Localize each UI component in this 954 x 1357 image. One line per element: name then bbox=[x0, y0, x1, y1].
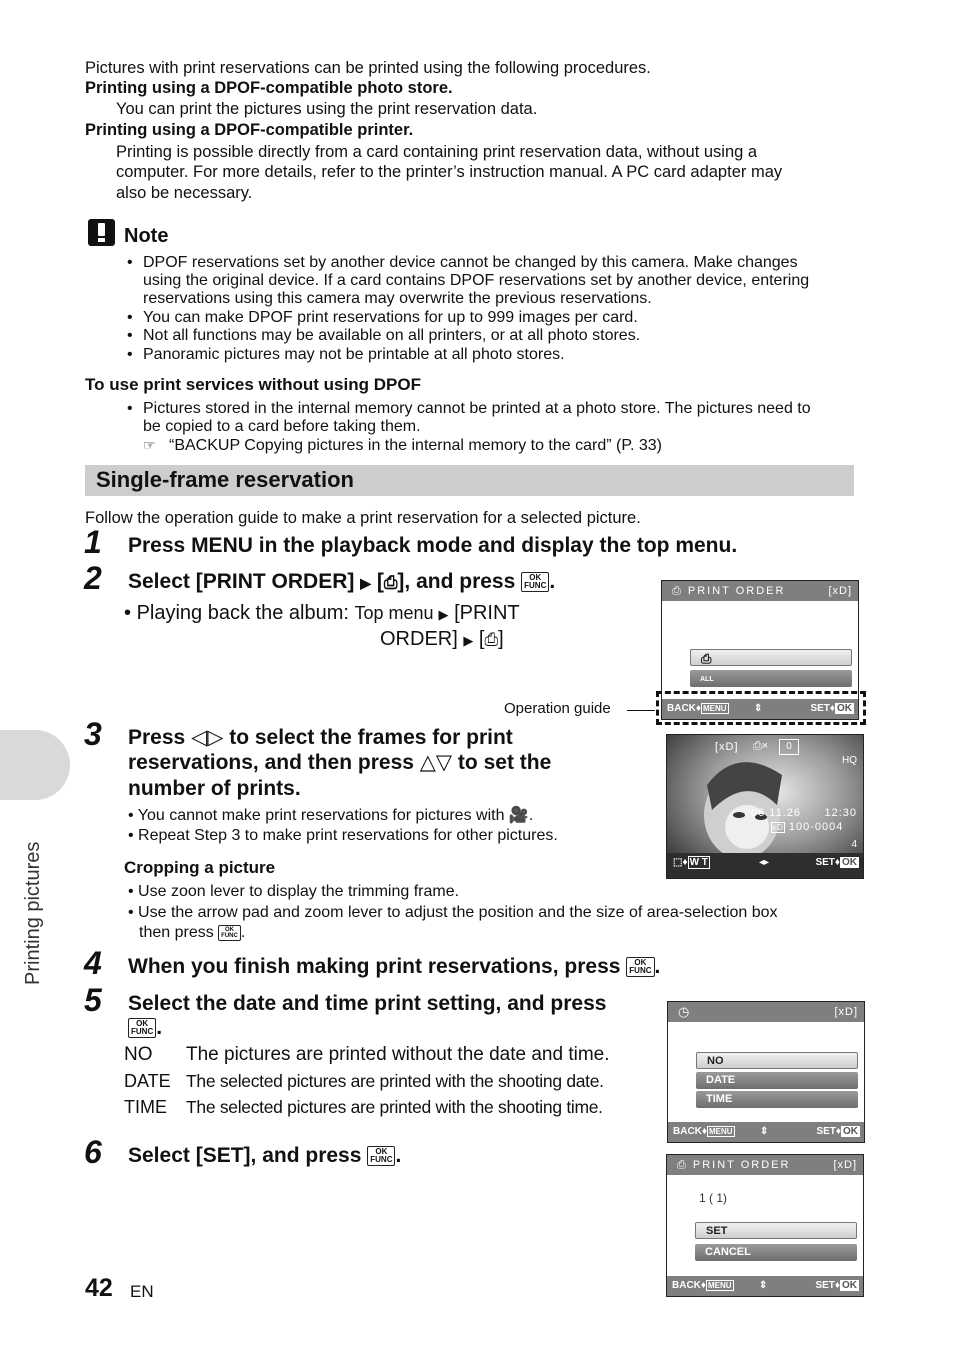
note-item: • DPOF reservations set by another device cannot be changed by this camera. Make changes bbox=[127, 254, 798, 271]
reference-icon: ☞ bbox=[143, 437, 156, 453]
option-key-time: TIME bbox=[124, 1097, 167, 1117]
lcd-footer: BACK♦ MENU ⇕ SET♦ OK bbox=[667, 1276, 863, 1296]
note-title: Note bbox=[124, 225, 169, 247]
print-icon: ⎙ bbox=[672, 585, 688, 597]
print-count: 1 ( 1) bbox=[699, 1191, 728, 1205]
file-number: xD 100-0004 bbox=[772, 821, 844, 833]
print-icon: ⎙ bbox=[383, 573, 398, 592]
note-item-cont: using the original device. If a card contains DPOF reservations set by another device, entering bbox=[143, 272, 810, 289]
section-intro: Follow the operation guide to make a print reservation for a selected picture. bbox=[85, 509, 641, 527]
step-3-bullet: • You cannot make print reservations for pictures with 🎥. bbox=[128, 807, 534, 824]
crop-icon: ⬚ bbox=[673, 857, 683, 868]
album-note: • Playing back the album: Top menu ▶ [PRINT bbox=[124, 602, 520, 624]
album-note-cont: ORDER] ▶ [⎙] bbox=[380, 628, 504, 650]
operation-guide-frame bbox=[656, 691, 866, 725]
crop-bullet: • Use zoon lever to display the trimming frame. bbox=[128, 883, 460, 900]
menu-option-date[interactable]: DATE bbox=[696, 1072, 858, 1089]
updown-icon: ⇕ bbox=[760, 1126, 769, 1137]
lcd-footer: BACK♦ MENU ⇕ SET♦ OK bbox=[668, 1122, 864, 1142]
note-icon bbox=[88, 219, 115, 246]
updown-icon: ⇕ bbox=[754, 703, 763, 714]
option-key-no: NO bbox=[124, 1044, 153, 1065]
step-3-bullet: • Repeat Step 3 to make print reservations for other pictures. bbox=[128, 827, 558, 844]
chapter-label: Printing pictures bbox=[22, 841, 44, 985]
printer-text-2: computer. For more details, refer to the printer’s instruction manual. A PC card adapter may bbox=[116, 163, 783, 181]
print-all-icon: ALL bbox=[700, 676, 714, 683]
callout-line bbox=[627, 710, 655, 711]
note-item: • You can make DPOF print reservations for up to 999 images per card. bbox=[127, 309, 638, 326]
left-right-arrows-icon: ◁▷ bbox=[191, 726, 224, 749]
no-dpof-title: To use print services without using DPOF bbox=[85, 375, 421, 394]
arrow-right-icon: ▶ bbox=[463, 633, 474, 648]
menu-option-set[interactable]: SET bbox=[695, 1222, 857, 1239]
lcd-date-options bbox=[667, 1001, 865, 1143]
note-item-cont: reservations using this camera may overwrite the previous reservations. bbox=[143, 290, 652, 307]
section-header bbox=[85, 465, 854, 496]
option-desc-no: The pictures are printed without the date and time. bbox=[186, 1044, 610, 1065]
menu-option-single[interactable] bbox=[690, 649, 852, 666]
clock-icon: ◷ bbox=[678, 1004, 692, 1019]
lcd-title-bar: ◷ [xD] bbox=[668, 1002, 864, 1022]
step-2-text: Select [PRINT ORDER] ▶ [⎙], and press OK FUNC . bbox=[128, 570, 556, 593]
crop-title: Cropping a picture bbox=[124, 858, 276, 877]
up-down-arrows-icon: △▽ bbox=[419, 751, 453, 774]
print-icon: ⎙× bbox=[753, 740, 769, 752]
print-icon: ⎙ bbox=[701, 651, 712, 666]
no-dpof-cont: be copied to a card before taking them. bbox=[143, 418, 421, 435]
option-key-date: DATE bbox=[124, 1071, 171, 1091]
zoom-hint: ⬚♦ W T bbox=[673, 857, 708, 868]
step-number: 6 bbox=[84, 1134, 102, 1170]
menu-option-all[interactable] bbox=[690, 670, 852, 687]
menu-option-no[interactable]: NO bbox=[696, 1052, 858, 1069]
step-4-text: When you finish making print reservations, press OK FUNC . bbox=[128, 955, 661, 978]
menu-option-cancel[interactable]: CANCEL bbox=[695, 1244, 857, 1261]
section-title: Single-frame reservation bbox=[96, 467, 354, 492]
step-number: 2 bbox=[84, 560, 102, 596]
step-3-text-cont: number of prints. bbox=[128, 777, 301, 800]
language-code: EN bbox=[130, 1282, 154, 1301]
option-desc-date: The selected pictures are printed with the shooting date. bbox=[186, 1071, 604, 1091]
step-number: 4 bbox=[84, 945, 102, 981]
step-5-ok: OK FUNC . bbox=[128, 1015, 162, 1040]
step-number: 3 bbox=[84, 716, 102, 752]
arrow-right-icon: ▶ bbox=[360, 575, 371, 591]
crop-bullet: • Use the arrow pad and zoom lever to adjust the position and the size of area-selection box bbox=[128, 904, 778, 921]
print-icon: ⎙ bbox=[484, 630, 499, 649]
heading-photo-store: Printing using a DPOF-compatible photo store. bbox=[85, 79, 453, 97]
step-number: 5 bbox=[84, 982, 102, 1018]
note-item: • Panoramic pictures may not be printable at all photo stores. bbox=[127, 346, 565, 363]
card-icon: xD bbox=[772, 823, 784, 832]
ok-func-icon: OK FUNC bbox=[626, 957, 654, 977]
heading-printer: Printing using a DPOF-compatible printer. bbox=[85, 121, 414, 139]
option-desc-time: The selected pictures are printed with the shooting time. bbox=[186, 1097, 603, 1117]
chapter-tab bbox=[0, 730, 70, 800]
ok-func-icon: OK FUNC bbox=[218, 925, 241, 941]
lcd-playback: [xD] ⎙× 0 HQ 06.11.26 12:30 xD 100-0004 4 ⬚♦ W T ◂▸ SET♦ OK bbox=[666, 734, 864, 879]
print-icon: ⎙ bbox=[677, 1159, 693, 1171]
page-number: 42 bbox=[85, 1274, 113, 1302]
arrow-right-icon: ▶ bbox=[438, 607, 449, 622]
photo-store-text: You can print the pictures using the print reservation data. bbox=[116, 100, 538, 118]
menu-option-time[interactable]: TIME bbox=[696, 1091, 858, 1108]
ok-func-icon: OK FUNC bbox=[128, 1018, 156, 1038]
lcd-title-bar: ⎙ PRINT ORDER [xD] bbox=[667, 1155, 863, 1175]
movie-icon: 🎥 bbox=[508, 807, 529, 824]
lcd-footer: BACK♦ MENU ⇕ SET♦ OK bbox=[662, 699, 858, 719]
ok-func-icon: OK FUNC bbox=[521, 572, 549, 592]
printer-text-3: also be necessary. bbox=[116, 184, 253, 202]
step-number: 1 bbox=[84, 524, 102, 560]
intro-line: Pictures with print reservations can be printed using the following procedures. bbox=[85, 59, 651, 77]
step-6-text: Select [SET], and press OK FUNC . bbox=[128, 1144, 402, 1167]
no-dpof-ref: ☞ “BACKUP Copying pictures in the internal memory to the card” (P. 33) bbox=[143, 437, 662, 454]
step-3-text-cont: reservations, and then press △▽ to set the bbox=[128, 751, 552, 774]
crop-bullet-cont: then press OK FUNC . bbox=[139, 924, 246, 941]
step-1-text: Press MENU in the playback mode and display the top menu. bbox=[128, 534, 738, 557]
left-right-icon: ◂▸ bbox=[759, 857, 770, 868]
step-5-text: Select the date and time print setting, and press bbox=[128, 992, 607, 1015]
no-dpof-item: • Pictures stored in the internal memory cannot be printed at a photo store. The pictures need to bbox=[127, 400, 811, 417]
lcd-title-bar: ⎙ PRINT ORDER [xD] bbox=[662, 581, 858, 601]
printer-text-1: Printing is possible directly from a card containing print reservation data, without using a bbox=[116, 143, 758, 161]
updown-icon: ⇕ bbox=[759, 1280, 768, 1291]
lcd-print-confirm bbox=[666, 1154, 864, 1297]
ok-func-icon: OK FUNC bbox=[367, 1146, 395, 1166]
step-3-text: Press ◁▷ to select the frames for print bbox=[128, 726, 513, 749]
note-item: • Not all functions may be available on all printers, or at all photo stores. bbox=[127, 327, 641, 344]
operation-guide-label: Operation guide bbox=[504, 700, 611, 717]
